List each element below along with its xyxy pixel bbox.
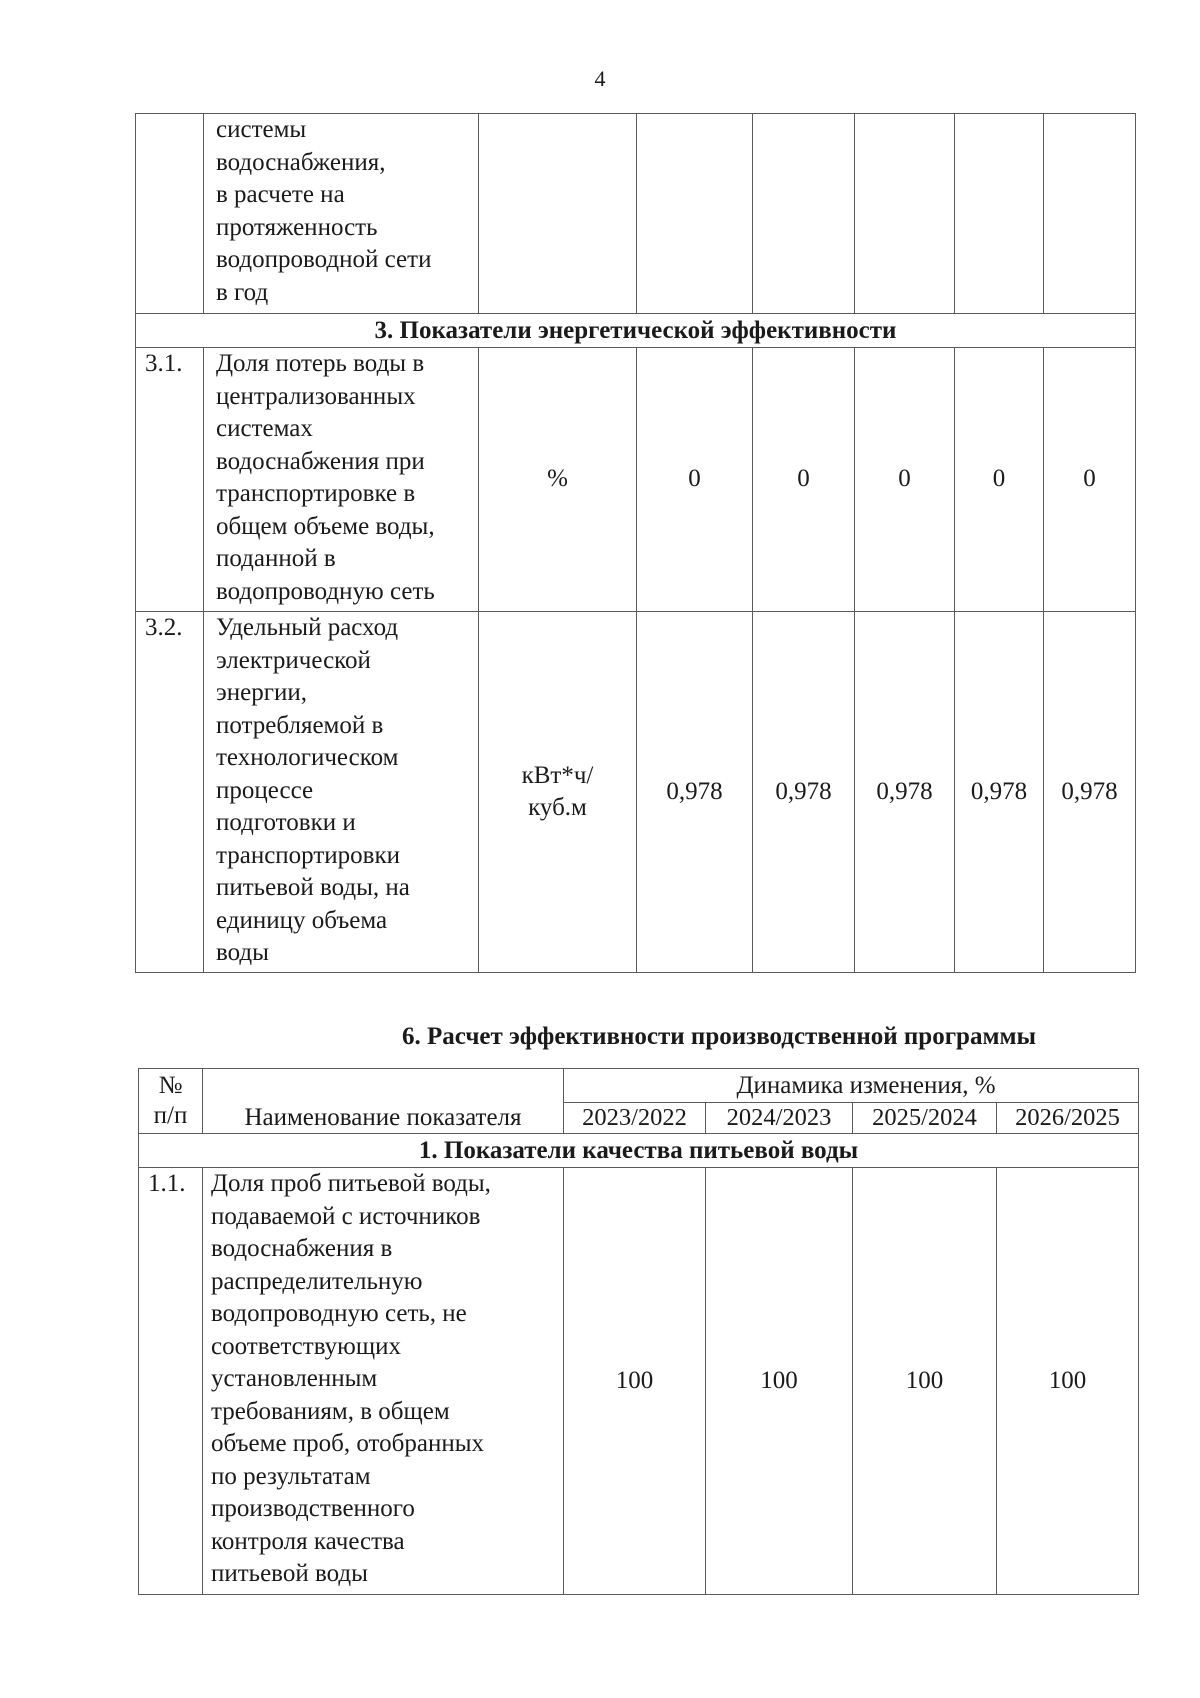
table-row: [136, 348, 1136, 612]
name-line: распределительную: [211, 1267, 423, 1295]
value-cell: 100: [706, 1168, 853, 1595]
name-line: водоснабжения в: [211, 1235, 393, 1262]
header-period: 2023/2022: [564, 1103, 706, 1134]
value-cell: 0: [637, 348, 753, 612]
name-line: водопроводную сеть: [216, 577, 435, 605]
name-line: системы: [216, 116, 307, 143]
value-cell: 0: [855, 348, 955, 612]
unit-line: %: [547, 465, 568, 493]
efficiency-table: [138, 1068, 1139, 1595]
name-line: транспортировке в: [216, 480, 416, 507]
value-cell: 100: [997, 1168, 1139, 1595]
value-cell: 0: [753, 348, 855, 612]
name-line: в год: [216, 278, 269, 306]
name-line: общем объеме воды,: [216, 512, 435, 540]
table-row: [136, 612, 1136, 973]
name-line: соответствующих: [211, 1332, 401, 1360]
name-line: требованиям, в общем: [211, 1397, 450, 1425]
name-line: протяженность: [216, 213, 378, 241]
value-cell: 0,978: [637, 612, 753, 973]
name-line: по результатам: [211, 1462, 371, 1490]
value-cell: 0,978: [855, 612, 955, 973]
header-period: 2024/2023: [706, 1103, 853, 1134]
value-cell: [1044, 114, 1136, 314]
indicator-name: [204, 612, 479, 973]
name-line: потребляемой в: [216, 711, 384, 739]
name-line: производственного: [211, 1495, 415, 1522]
name-line: контроля качества: [211, 1527, 405, 1555]
name-line: в расчете на: [216, 181, 345, 208]
table-row: [136, 114, 1136, 314]
value-cell: 0: [955, 348, 1044, 612]
row-number: 3.1.: [136, 348, 204, 612]
name-line: технологическом: [216, 744, 399, 771]
value-cell: [753, 114, 855, 314]
row-number: [136, 114, 204, 314]
indicator-name: [204, 348, 479, 612]
unit-cell: [479, 348, 637, 612]
indicator-name: [204, 114, 479, 314]
value-cell: 0,978: [955, 612, 1044, 973]
name-line: питьевой воды: [211, 1560, 368, 1587]
header-dynamics: Динамика изменения, %: [564, 1069, 1139, 1103]
unit-line: куб.м: [528, 794, 587, 821]
section-heading: [135, 1023, 1135, 1051]
name-line: Доля проб питьевой воды,: [211, 1170, 491, 1197]
section-title: 3. Показатели энергетической эффективности: [136, 314, 1136, 348]
section-title: 1. Показатели качества питьевой воды: [139, 1134, 1139, 1168]
name-line: электрической: [216, 646, 371, 674]
name-line: единицу объема: [216, 906, 388, 934]
unit-line: кВт*ч/: [521, 761, 594, 789]
header-number-line: №: [158, 1072, 183, 1099]
name-line: объеме проб, отобранных: [211, 1430, 485, 1457]
name-line: энергии,: [216, 679, 307, 706]
indicator-name: [203, 1168, 564, 1595]
name-line: водопроводную сеть, не: [211, 1300, 467, 1327]
name-line: воды: [216, 939, 269, 966]
value-cell: [955, 114, 1044, 314]
name-line: водоснабжения,: [216, 148, 386, 176]
unit-cell: [479, 114, 637, 314]
header-period: 2026/2025: [997, 1103, 1139, 1134]
name-line: подготовки и: [216, 809, 356, 836]
name-line: Доля потерь воды в: [216, 350, 425, 377]
section-row: [136, 314, 1136, 348]
name-line: установленным: [211, 1365, 378, 1392]
name-line: транспортировки: [216, 841, 400, 869]
table-row: [139, 1168, 1139, 1595]
name-line: системах: [216, 415, 313, 442]
header-indicator-name: Наименование показателя: [203, 1069, 564, 1134]
header-number-line: п/п: [153, 1102, 188, 1129]
name-line: поданной в: [216, 545, 336, 572]
header-row: [139, 1069, 1139, 1103]
name-line: подаваемой с источников: [211, 1202, 481, 1230]
name-line: централизованных: [216, 382, 416, 410]
name-line: питьевой воды, на: [216, 874, 410, 901]
row-number: 3.2.: [136, 612, 204, 973]
name-line: водопроводной сети: [216, 246, 432, 273]
value-cell: 100: [564, 1168, 706, 1595]
value-cell: 0,978: [1044, 612, 1136, 973]
value-cell: [637, 114, 753, 314]
row-number: 1.1.: [139, 1168, 203, 1595]
name-line: процессе: [216, 776, 314, 804]
name-line: водоснабжения при: [216, 447, 425, 475]
value-cell: 100: [853, 1168, 997, 1595]
indicators-table: [135, 113, 1136, 973]
header-number: [139, 1069, 203, 1134]
value-cell: 0: [1044, 348, 1136, 612]
header-period: 2025/2024: [853, 1103, 997, 1134]
section-row: [139, 1134, 1139, 1168]
name-line: Удельный расход: [216, 614, 399, 641]
unit-cell: [479, 612, 637, 973]
page-number: 4: [594, 66, 606, 91]
value-cell: 0,978: [753, 612, 855, 973]
value-cell: [855, 114, 955, 314]
section-heading-text: 6. Расчет эффективности производственной программы: [401, 1023, 1037, 1050]
